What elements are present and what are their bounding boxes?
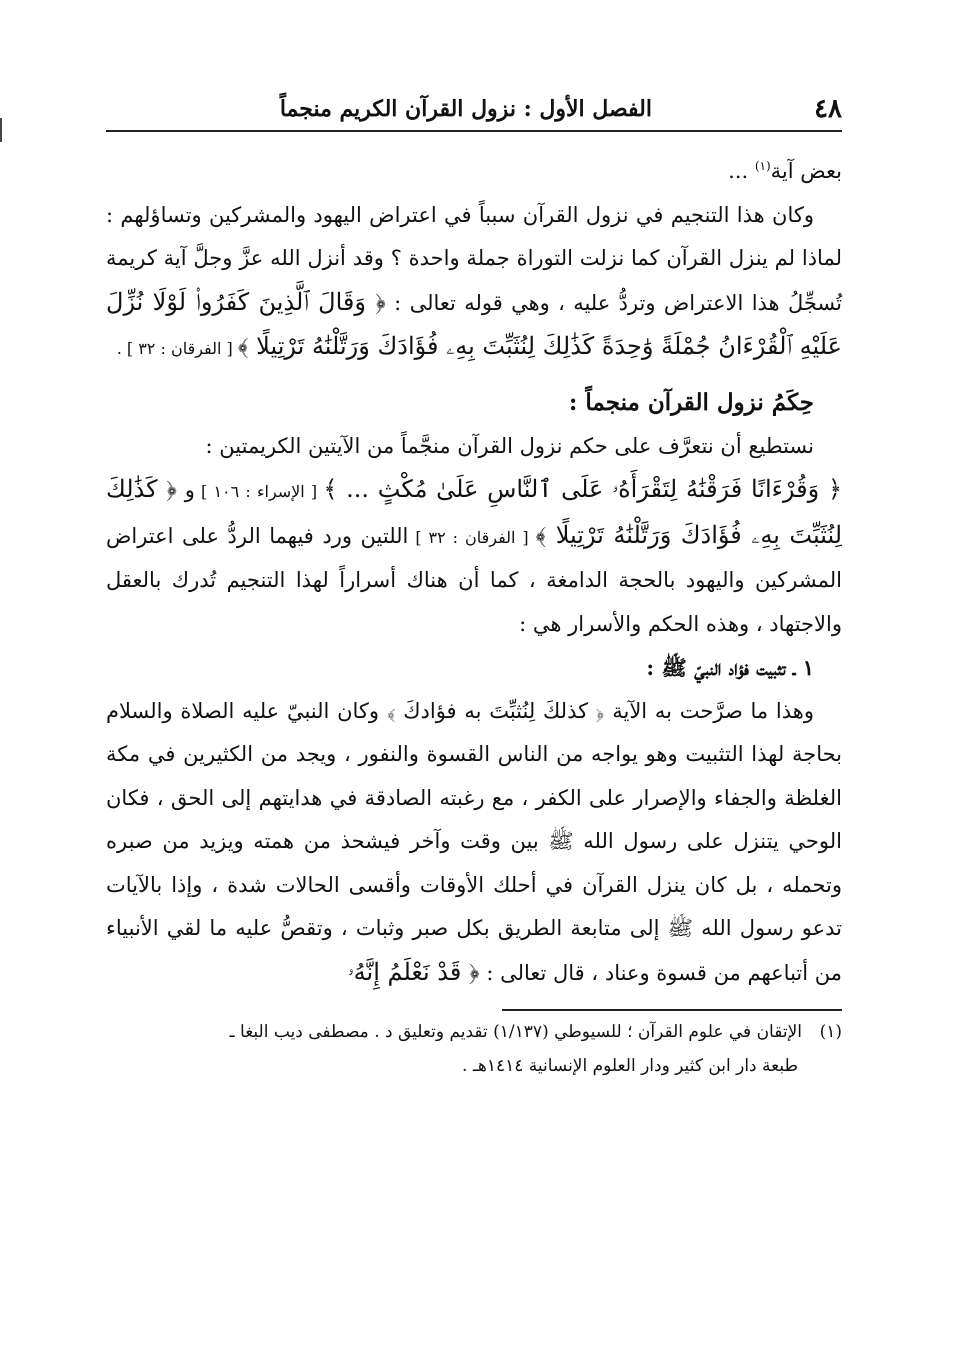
scan-edge-mark	[0, 118, 2, 142]
footnote-line-1	[106, 1015, 842, 1049]
footnote-reference: (١)	[754, 159, 771, 173]
quran-verse-fragment: ﴿ قَدْ نَعْلَمُ إِنَّهُۥ	[347, 957, 480, 986]
paragraph-continuation	[106, 150, 842, 194]
verse-reference: [ الفرقان : ٣٢ ] .	[116, 339, 238, 358]
conjunction: و	[176, 478, 195, 502]
section-intro: نستطيع أن نتعرَّف على حكم نزول القرآن منجَّماً من الآيتين الكريمتين :	[205, 433, 814, 458]
quran-verse-furqan-2: ﴿ كَذَٰلِكَ لِنُثَبِّتَ بِهِۦ فُؤَادَكَ وَرَتَّلْنَٰهُ تَرْتِيلًا ﴾	[106, 475, 843, 549]
continuation-text: بعض آية	[770, 159, 842, 183]
section-title: حِكَمُ نزول القرآن منجماً :	[568, 388, 814, 416]
tathbit-text: وهذا ما صرَّحت به الآية ﴿ كذلكَ لِنُثبِّتَ به فؤادكَ ﴾ وكان النبيّ عليه الصلاة والسلام بحاجة لهذا التثبيت وهو يواجه من الناس القسوة والنفور ، ويجد من الكثيرين في مكة الغلظة والجفاء والإصرار على الكفر ، مع رغبته الصادقة في هدايتهم إلى الحق ، فكان الوحي يتنزل على رسول الله ﷺ بين وقت وآخر فيشحذ من همته ويزيد من صبره وتحمله ، بل كان ينزل القرآن في أحلك الأوقات وأقسى الحالات شدة ، وإذا بالآيات تدعو رسول الله ﷺ إلى متابعة الطريق بكل صبر وثبات ، وتقصُّ عليه ما لقي الأنبياء من أتباعهم من قسوة وعناد ، قال تعالى :	[106, 698, 842, 985]
paragraph-objection	[106, 194, 842, 371]
footnote-line-2: طبعة دار ابن كثير ودار العلوم الإنسانية ١٤١٤هـ .	[462, 1056, 798, 1076]
footnote	[106, 1015, 842, 1083]
footnote-divider	[502, 1009, 842, 1011]
footnote-text-1: الإتقان في علوم القرآن ؛ للسيوطي (١/١٣٧) تقديم وتعليق د . مصطفى ديب البغا ـ	[229, 1022, 802, 1042]
quran-verse-isra: ﴿ وَقُرْءَانًا فَرَقْنَٰهُ لِتَقْرَأَهُۥ عَلَى ٱلنَّاسِ عَلَىٰ مُكْثٍ ... ﴾	[323, 475, 843, 503]
running-title: الفصل الأول : نزول القرآن الكريم منجماً	[279, 96, 652, 122]
page-number: ٤٨	[814, 94, 842, 124]
objection-text: وكان هذا التنجيم في نزول القرآن سبباً في اعتراض اليهود والمشركين وتساؤلهم : لماذا لم ينزل القرآن كما نزلت التوراة جملة واحدة ؟ وقد أنزل الله عزَّ وجلَّ آية كريمة تُسجِّلُ هذا الاعتراض وتردُّ عليه ، وهي قوله تعالى :	[106, 202, 842, 315]
quran-verse-furqan: ﴿ وَقَالَ ٱلَّذِينَ كَفَرُوا۟ لَوْلَا نُزِّلَ عَلَيْهِ ٱلْقُرْءَانُ جُمْلَةً وَٰحِدَةً كَذَٰلِكَ لِنُثَبِّتَ بِهِۦ فُؤَادَكَ وَرَتَّلْنَٰهُ تَرْتِيلًا ﴾	[106, 287, 842, 360]
verse-reference-furqan: [ الفرقان : ٣٢ ]	[408, 527, 536, 547]
paragraph-tathbit	[106, 690, 842, 996]
footnote-mark: (١)	[819, 1022, 842, 1042]
book-page	[106, 90, 842, 1083]
paragraph-verses	[106, 468, 842, 646]
verses-explanation: اللتين ورد فيهما الردُّ على اعتراض المشركين واليهود بالحجة الدامغة ، كما أن هناك أسراراً لهذا التنجيم تُدرك بالعقل والاجتهاد ، وهذه الحكم والأسرار هي :	[106, 523, 842, 636]
page-body	[106, 150, 842, 995]
page-header	[106, 90, 842, 132]
verse-reference-isra: [ الإسراء : ١٠٦ ]	[194, 482, 324, 501]
ellipsis: ...	[728, 159, 755, 183]
subsection-title: ١ ـ تثبيت فؤاد النبيّ ﷺ :	[646, 655, 814, 680]
